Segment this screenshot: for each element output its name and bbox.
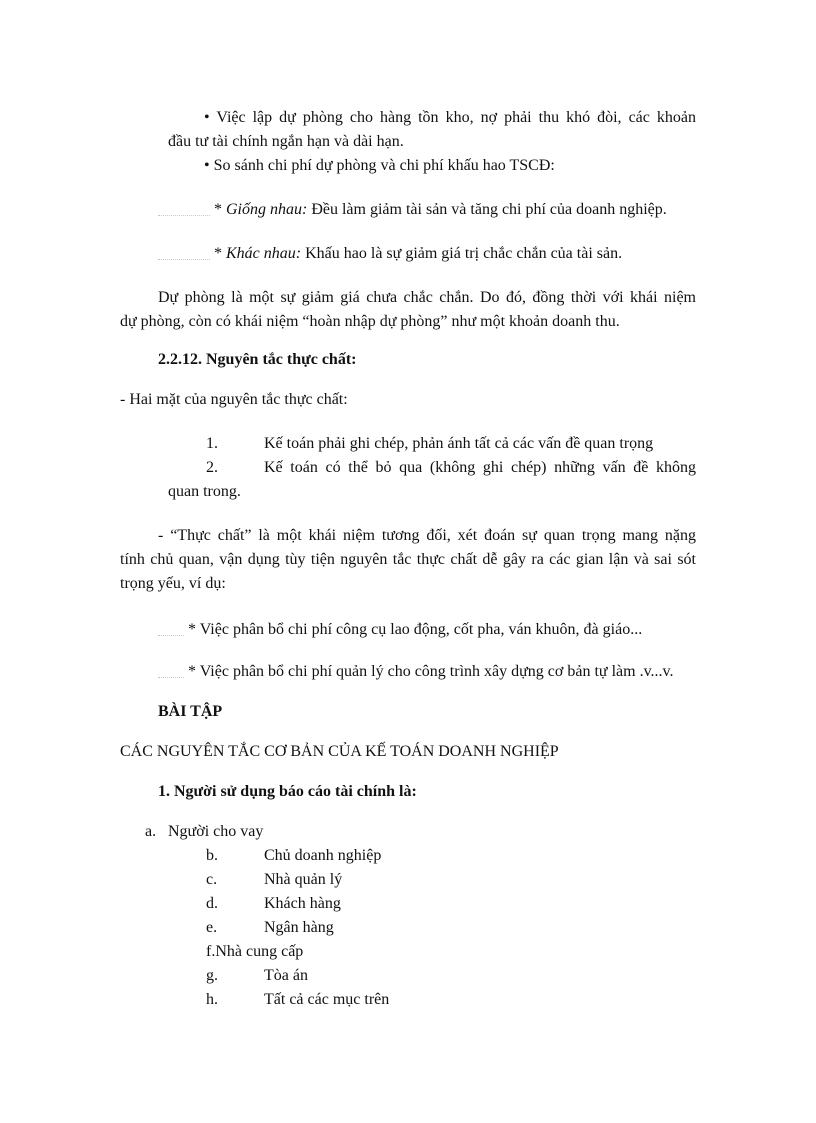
example-item [158,662,673,682]
compare-different: * Khác nhau: Khấu hao là sự giảm giá trị chắc chắn của tài sản. [158,244,622,264]
option-row [0,990,816,1010]
question-text: 1. Người sử dụng báo cáo tài chính là: [158,783,417,800]
option-a [0,822,816,842]
section-heading: 2.2.12. Nguyên tắc thực chất: [158,351,357,368]
provision-paragraph-line: dự phòng, còn có khái niệm “hoàn nhập dự phòng” như một khoản doanh thu. [120,313,620,330]
compare-similar: * Giống nhau: Đều làm giảm tài sản và tăng chi phí của doanh nghiệp. [158,200,667,220]
bullet-text-continued: đầu tư tài chính ngắn hạn và dài hạn. [168,133,404,150]
different-label: Khác nhau: [226,245,302,262]
different-text: Khấu hao là sự giảm giá trị chắc chắn của tài sản. [305,245,623,262]
option-row [0,846,816,866]
substance-paragraph-line: - “Thực chất” là một khái niệm tương đối, xét đoán sự quan trọng mang nặng [158,527,696,544]
item-number: 2. [206,459,218,476]
option-text: Khách hàng [264,895,341,912]
option-row-f: f.Nhà cung cấp [206,943,304,960]
option-letter: a. [145,823,157,840]
leader-dots [158,205,210,216]
similar-text: Đều làm giảm tài sản và tăng chi phí của doanh nghiệp. [311,201,667,218]
bullet-item-compare [204,156,555,176]
option-letter: e. [206,919,218,936]
option-text: Ngân hàng [264,919,334,936]
bullet-icon: • [204,157,210,174]
option-row [0,918,816,938]
provision-paragraph-line: Dự phòng là một sự giảm giá chưa chắc chắn. Do đó, đồng thời với khái niệm [158,289,696,306]
item-text: Kế toán có thể bỏ qua (không ghi chép) những vấn đề không [264,459,696,476]
option-text: Chủ doanh nghiệp [264,847,382,864]
leader-dots [158,667,184,678]
exercise-subtitle: CÁC NGUYÊN TẮC CƠ BẢN CỦA KẾ TOÁN DOANH NGHIỆP [120,743,559,760]
option-text: Tòa án [264,967,308,984]
section-intro: - Hai mặt của nguyên tắc thực chất: [120,391,348,408]
option-row [0,894,816,914]
bullet-item-provision [204,108,696,128]
option-letter: b. [206,847,218,864]
option-letter: d. [206,895,218,912]
numbered-item-1 [0,434,816,454]
item-text: Kế toán phải ghi chép, phản ánh tất cả các vấn đề quan trọng [264,435,654,452]
item-text-continued: quan trong. [168,483,241,500]
option-letter: c. [206,871,218,888]
substance-paragraph-line: trọng yếu, ví dụ: [120,575,226,592]
option-letter: g. [206,967,218,984]
example-text: * Việc phân bổ chi phí công cụ lao động, cốt pha, ván khuôn, đà giáo... [188,621,643,638]
leader-dots [158,249,210,260]
option-text: Tất cả các mục trên [264,991,390,1008]
bullet-icon: • [204,109,210,126]
option-text: Người cho vay [168,823,264,840]
bullet-text: Việc lập dự phòng cho hàng tồn kho, nợ phải thu khó đòi, các khoản [216,109,696,126]
option-letter: h. [206,991,218,1008]
similar-label: Giống nhau: [226,201,308,218]
substance-paragraph-line: tính chủ quan, vận dụng tùy tiện nguyên tắc thực chất dễ gây ra các gian lận và sai sót [120,551,696,568]
exercise-title: BÀI TẬP [158,703,223,720]
option-row [0,966,816,986]
leader-dots [158,625,184,636]
numbered-item-2 [0,458,816,478]
option-row [0,870,816,890]
example-item [158,620,642,640]
bullet-text: So sánh chi phí dự phòng và chi phí khấu hao TSCĐ: [213,157,555,174]
example-text: * Việc phân bổ chi phí quản lý cho công trình xây dựng cơ bản tự làm .v...v. [188,663,674,680]
option-text: Nhà quản lý [264,871,343,888]
item-number: 1. [206,435,218,452]
